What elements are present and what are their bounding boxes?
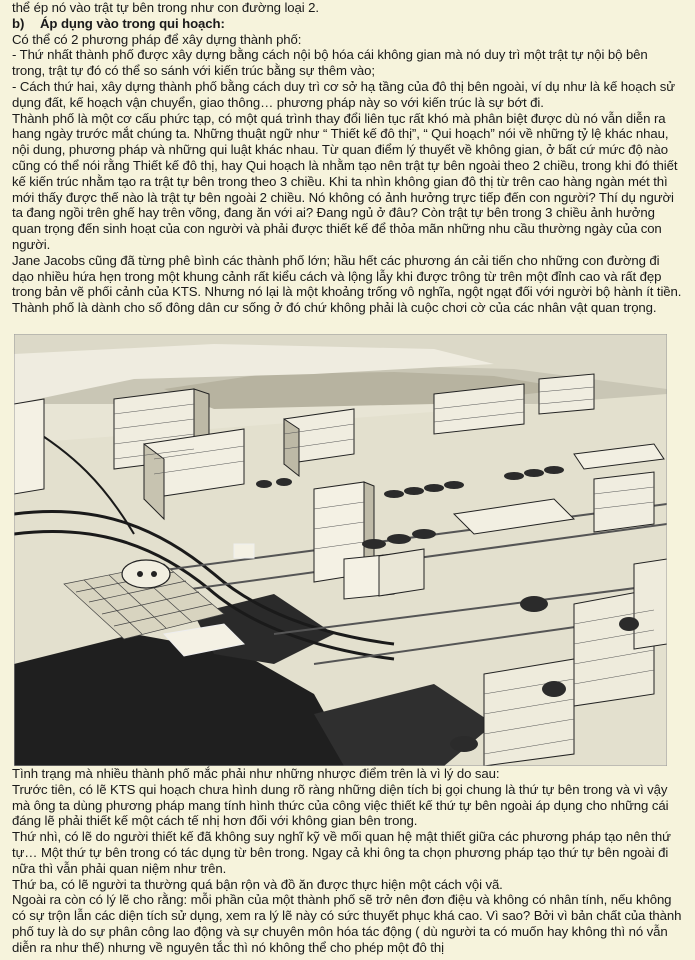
- bottom-text-block: [12, 766, 684, 956]
- paragraph: Trước tiên, có lẽ KTS qui hoạch chưa hình dung rõ ràng những diện tích bị gọi chung là thứ tự bên trong và vì vậy mà ông ta dùng phương pháp mang tính hình thức của công việc thiết kế thứ tự bên ngoài áp dụng cho những cái đáng lẽ phải thiết kế một cách tế nhị hơn đối với không gian bên trong.: [12, 781, 669, 829]
- paragraph: Tình trạng mà nhiều thành phố mắc phải như những nhược điểm trên là vì lý do sau:: [12, 766, 500, 781]
- paragraph: Có thể có 2 phương pháp để xây dựng thành phố:: [12, 31, 302, 47]
- paragraph: Thứ nhì, có lẽ do người thiết kế đã không suy nghĩ kỹ về mối quan hệ mật thiết giữa các phương pháp tạo nên thứ tự… Một thứ tự bên trong có tác dụng từ bên trong. Ngay cả khi ông ta chọn phương pháp tạo thứ tự bên ngoài đi nữa thì vẫn phải quan niệm như trên.: [12, 829, 671, 876]
- paragraph: Thành phố là một cơ cấu phức tạp, có một quá trình thay đổi liên tục rất khó mà phân biệt được dù nó vẫn diễn ra hang ngày trước mắt chúng ta. Những thuật ngữ như “ Thiết kế đô thị”, “ Qui hoạch” nói về những tỷ lệ khác nhau, nội dung, phương pháp và những qui luật khác nhau. Từ quan điểm lý thuyết về không gian, ở bất cứ mức độ nào cũng có thể nói rằng Thiết kế đô thị, hay Qui hoạch là nhằm tạo nên trật tự bên ngoài theo 2 chiều, trong khi đó thiết kế kiến trúc nhằm tạo ra trật tự bên trong theo 3 chiều. Khi ta nhìn không gian đô thị từ trên cao hàng ngàn mét thì mới thấy được thế nào là trật tự bên ngoài 2 chiều. Nó không có ảnh hưởng trực tiếp đến con người? Thí dụ người ta đang ngồi trên ghế hay trên võng, đang ăn với ai? Đang ngủ ở đâu? Còn trật tự bên trong 3 chiều ảnh hưởng quan trọng đến sinh hoạt của con người và phải được thiết kế để thỏa mãn những nhu cầu thường ngày của con người.: [12, 110, 678, 252]
- paragraph: Thứ ba, có lẽ người ta thường quá bận rộn và đồ ăn được thực hiện một cách vội vã.: [12, 876, 503, 892]
- top-text-block: [12, 0, 684, 316]
- city-perspective-drawing: [14, 334, 667, 766]
- section-number: b): [12, 15, 25, 31]
- paragraph: Jane Jacobs cũng đã từng phê bình các thành phố lớn; hầu hết các phương án cải tiến cho những con đường đi dạo nhiều hứa hẹn trong một khung cảnh rất kiểu cách và lộng lẫy khi được trông từ trên một đỉnh cao và rất đẹp trong bản vẽ phối cảnh của KTS. Nhưng nó lại là một khoảng trống vô nghĩa, ngột ngạt đối với người bộ hành ít tiền. Thành phố là dành cho số đông dân cư sống ở đó chứ không phải là cuộc chơi cờ của các nhân vật quan trọng.: [12, 252, 682, 316]
- paragraph: - Thứ nhất thành phố được xây dựng bằng cách nội bộ hóa cái không gian mà nó duy trì một trật tự nội bộ bên trong, trật tự đó có thể so sánh với kiến trúc bằng sự thêm vào;: [12, 47, 648, 79]
- section-heading: [12, 16, 684, 32]
- paragraph: thể ép nó vào trật tự bên trong như con đường loại 2.: [12, 0, 319, 15]
- paragraph: Ngoài ra còn có lý lẽ cho rằng: mỗi phần của một thành phố sẽ trở nên đơn điệu và không có nhân tính, nếu không có sự trộn lẫn các diện tích sử dụng, xem ra lý lẽ này có sức thuyết phục khá cao. Vì sao? Bởi vì bản chất của thành phố tuy là do sự phân công lao động và sự chuyên môn hóa tác động ( dù người ta có muốn hay không thì nó vẫn diễn ra như thế) nhưng về nguyên tắc thì nó không thể cho phép một đô thị: [12, 892, 682, 955]
- section-title: Áp dụng vào trong qui hoạch:: [40, 15, 225, 31]
- paragraph: - Cách thứ hai, xây dựng thành phố bằng cách duy trì cơ sở hạ tầng của đô thị bên ngoài, ví dụ như là kế hoạch sử dụng đất, kế hoạch vận chuyển, giao thông… phương pháp này so với kiến trúc là sự bớt đi.: [12, 78, 676, 110]
